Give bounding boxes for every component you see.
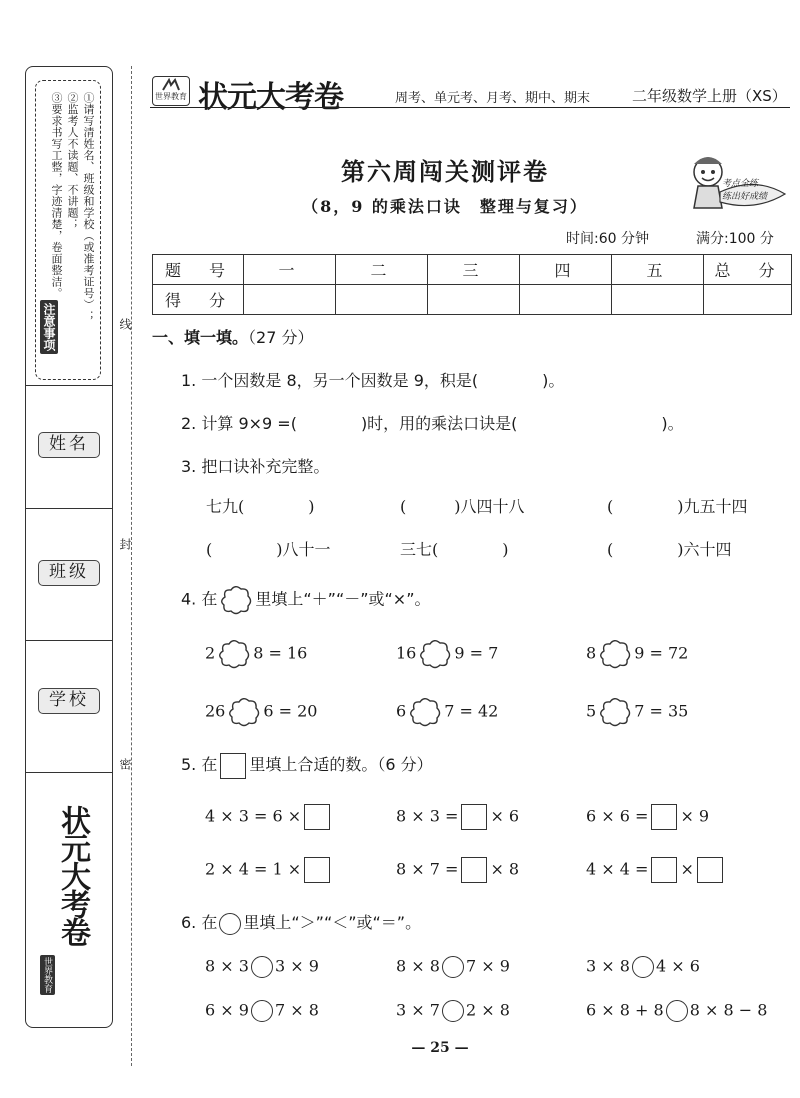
- q5-a: 4 × 3 = 6 ×: [205, 806, 302, 826]
- cut-char-close: 密: [118, 758, 132, 770]
- strip-divider: [25, 640, 113, 641]
- cloud-answer-icon[interactable]: [227, 697, 261, 727]
- side-brand: 状元大考卷: [55, 805, 90, 945]
- q4-a: 8: [586, 643, 597, 663]
- score-table: [152, 254, 792, 315]
- q4-b: 9 = 7: [454, 643, 499, 663]
- cloud-answer-icon[interactable]: [598, 697, 632, 727]
- q4-b: 8 = 16: [253, 643, 308, 663]
- score-cell[interactable]: [520, 285, 612, 315]
- school-label: 学校: [38, 688, 100, 714]
- cut-char-line: 线: [118, 318, 132, 330]
- q4-item: [205, 639, 307, 669]
- q5-pre: 5. 在: [181, 755, 218, 774]
- q5-b: × 8: [490, 859, 520, 879]
- q6-item: [586, 1000, 767, 1022]
- table-cell: 总 分: [704, 255, 792, 285]
- class-label: 班级: [38, 560, 100, 586]
- q4-a: 26: [205, 701, 226, 721]
- mascot-line-2: 练出好成绩: [722, 192, 768, 202]
- time-info: 时间:60 分钟: [566, 231, 649, 247]
- header-rule: [150, 107, 790, 108]
- q6-a: 3 × 7: [396, 1000, 440, 1020]
- cloud-answer-icon[interactable]: [408, 697, 442, 727]
- q4-a: 6: [396, 701, 407, 721]
- answer-box[interactable]: [461, 804, 487, 830]
- notice-line-3: ③要求书写工整，字迹清楚，卷面整洁。: [50, 92, 63, 299]
- q6-a: 6 × 8 + 8: [586, 1000, 664, 1020]
- side-brand-small: 世界教育: [40, 955, 55, 995]
- q4-pre: 4. 在: [181, 589, 218, 609]
- q5-item: [586, 857, 726, 883]
- cloud-answer-icon[interactable]: [598, 639, 632, 669]
- strip-divider: [25, 508, 113, 509]
- q6-b: 8 × 8 − 8: [689, 1000, 768, 1020]
- table-cell: 二: [336, 255, 428, 285]
- answer-box[interactable]: [304, 804, 330, 830]
- logo-mark-icon: [161, 78, 181, 92]
- cut-char-seal: 封: [118, 538, 132, 550]
- q4-post: 里填上“＋”“－”或“×”。: [255, 589, 431, 609]
- q5-item: [586, 804, 709, 830]
- q6-b: 3 × 9: [274, 956, 319, 976]
- answer-box[interactable]: [651, 857, 677, 883]
- q6-item: [396, 1000, 510, 1022]
- q5-a: 6 × 6 =: [586, 806, 649, 826]
- score-cell[interactable]: [336, 285, 428, 315]
- brand-title: 状元大考卷: [198, 80, 343, 115]
- table-cell: 一: [244, 255, 336, 285]
- answer-circle[interactable]: [442, 1000, 464, 1022]
- question-3: 3. 把口诀补充完整。: [181, 457, 330, 476]
- q6-item: [396, 956, 510, 978]
- q5-b: ×: [680, 859, 694, 879]
- q6-item: [586, 956, 700, 978]
- table-row: [153, 285, 792, 315]
- logo-text: 世界教育: [155, 92, 187, 101]
- cut-line: [131, 66, 132, 1066]
- circle-icon: [219, 913, 241, 935]
- question-2: 2. 计算 9×9 =( )时，用的乘法口诀是( )。: [181, 414, 684, 433]
- grade-label: 二年级数学上册（XS）: [632, 87, 787, 105]
- table-cell: 题 号: [153, 255, 244, 285]
- question-5: [181, 752, 433, 779]
- q3-item[interactable]: ( )六十四: [607, 540, 732, 559]
- q6-b: 2 × 8: [465, 1000, 510, 1020]
- section-points: （27 分）: [248, 328, 314, 347]
- q5-a: 8 × 3 =: [396, 806, 459, 826]
- publisher-logo: [152, 76, 190, 106]
- answer-circle[interactable]: [666, 1000, 688, 1022]
- q3-item[interactable]: ( )八十一: [206, 540, 331, 559]
- q6-pre: 6. 在: [181, 913, 218, 932]
- q6-a: 8 × 3: [205, 956, 249, 976]
- question-1: 1. 一个因数是 8，另一个因数是 9，积是( )。: [181, 371, 565, 390]
- section-title: [152, 325, 313, 348]
- q4-item: [396, 697, 498, 727]
- notice-line-2: ②监考人不读题、不讲题；: [66, 92, 79, 230]
- table-cell: 得 分: [153, 285, 244, 315]
- q5-item: [205, 857, 333, 883]
- square-icon: [220, 753, 246, 779]
- table-cell: 五: [612, 255, 704, 285]
- table-cell: 四: [520, 255, 612, 285]
- score-cell[interactable]: [244, 285, 336, 315]
- q5-item: [205, 804, 333, 830]
- q3-item[interactable]: 七九( ): [206, 497, 315, 516]
- score-cell[interactable]: [704, 285, 792, 315]
- q3-item[interactable]: ( )八四十八: [400, 497, 525, 516]
- q5-b: × 6: [490, 806, 520, 826]
- page-subtitle: （8，9 的乘法口诀 整理与复习）: [302, 197, 588, 216]
- q6-a: 3 × 8: [586, 956, 630, 976]
- cloud-icon: [219, 585, 253, 615]
- q5-item: [396, 804, 519, 830]
- q3-item[interactable]: 三七( ): [400, 540, 509, 559]
- notice-title: 注意事项: [40, 300, 58, 354]
- q5-b: × 9: [680, 806, 710, 826]
- q6-item: [205, 1000, 319, 1022]
- q4-b: 7 = 35: [634, 701, 689, 721]
- answer-circle[interactable]: [442, 956, 464, 978]
- q4-a: 5: [586, 701, 597, 721]
- q6-item: [205, 956, 319, 978]
- q4-item: [586, 639, 688, 669]
- cloud-answer-icon[interactable]: [418, 639, 452, 669]
- q5-post: 里填上合适的数。（6 分）: [249, 755, 433, 774]
- q6-post: 里填上“＞”“＜”或“＝”。: [243, 913, 422, 932]
- q6-b: 4 × 6: [655, 956, 700, 976]
- full-score-info: 满分:100 分: [696, 231, 774, 247]
- q4-item: [586, 697, 688, 727]
- q4-b: 9 = 72: [634, 643, 689, 663]
- score-cell[interactable]: [428, 285, 520, 315]
- name-label: 姓名: [38, 432, 100, 458]
- answer-box[interactable]: [461, 857, 487, 883]
- q6-a: 6 × 9: [205, 1000, 249, 1020]
- section-title-text: 一、填一填。: [152, 328, 249, 347]
- exam-types: 周考、单元考、月考、期中、期末: [395, 91, 591, 106]
- table-row: [153, 255, 792, 285]
- answer-box[interactable]: [304, 857, 330, 883]
- score-cell[interactable]: [612, 285, 704, 315]
- page-title: 第六周闯关测评卷: [341, 158, 549, 186]
- q4-b: 7 = 42: [444, 701, 499, 721]
- answer-circle[interactable]: [632, 956, 654, 978]
- notice-line-1: ①请写清姓名、班级和学校（或准考证号）；: [82, 92, 95, 322]
- q5-a: 8 × 7 =: [396, 859, 459, 879]
- q4-item: [396, 639, 498, 669]
- answer-circle[interactable]: [251, 956, 273, 978]
- mascot-line-1: 考点全练: [722, 179, 759, 189]
- q6-a: 8 × 8: [396, 956, 440, 976]
- table-cell: 三: [428, 255, 520, 285]
- q6-b: 7 × 8: [274, 1000, 319, 1020]
- q3-item[interactable]: ( )九五十四: [607, 497, 748, 516]
- q4-b: 6 = 20: [263, 701, 318, 721]
- cloud-answer-icon[interactable]: [217, 639, 251, 669]
- q6-b: 7 × 9: [465, 956, 510, 976]
- q5-item: [396, 857, 519, 883]
- answer-box[interactable]: [697, 857, 723, 883]
- q4-a: 2: [205, 643, 216, 663]
- strip-divider: [25, 385, 113, 386]
- mascot-text: [722, 178, 767, 204]
- q4-a: 16: [396, 643, 417, 663]
- question-4: [181, 585, 431, 615]
- q5-a: 2 × 4 = 1 ×: [205, 859, 302, 879]
- q5-a: 4 × 4 =: [586, 859, 649, 879]
- answer-box[interactable]: [651, 804, 677, 830]
- answer-circle[interactable]: [251, 1000, 273, 1022]
- question-6: [181, 910, 421, 935]
- q4-item: [205, 697, 317, 727]
- page-number: — 25 —: [411, 1040, 469, 1056]
- strip-divider: [25, 772, 113, 773]
